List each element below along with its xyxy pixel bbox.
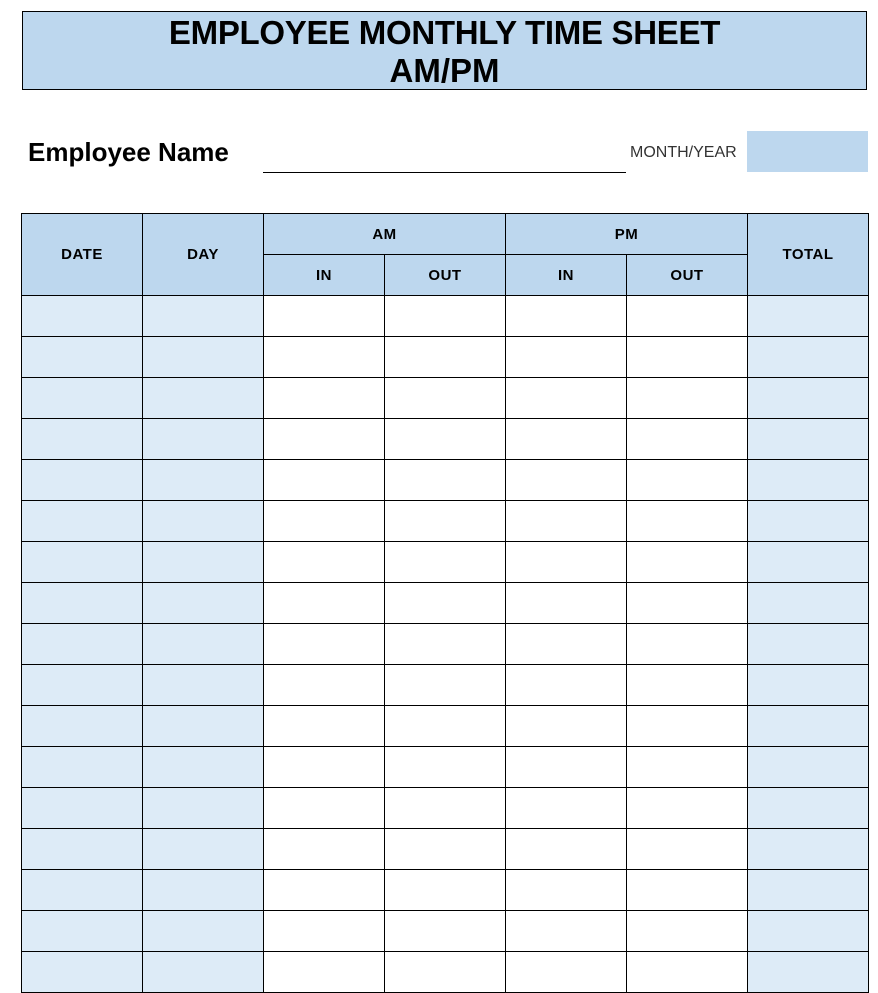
am-in-cell[interactable] (264, 665, 385, 706)
pm-in-cell[interactable] (506, 870, 627, 911)
day-cell[interactable] (143, 624, 264, 665)
header-total: TOTAL (748, 214, 869, 296)
pm-out-cell[interactable] (627, 706, 748, 747)
time-sheet-table (21, 213, 869, 993)
total-cell[interactable] (748, 501, 869, 542)
header-pm-out: OUT (627, 255, 748, 296)
am-in-cell[interactable] (264, 542, 385, 583)
am-in-cell[interactable] (264, 706, 385, 747)
table-row (22, 583, 869, 624)
total-cell[interactable] (748, 788, 869, 829)
employee-name-label: Employee Name (28, 137, 229, 167)
am-in-cell[interactable] (264, 296, 385, 337)
pm-out-cell[interactable] (627, 296, 748, 337)
day-cell[interactable] (143, 337, 264, 378)
pm-out-cell[interactable] (627, 665, 748, 706)
am-in-cell[interactable] (264, 911, 385, 952)
pm-out-cell[interactable] (627, 583, 748, 624)
total-cell[interactable] (748, 665, 869, 706)
pm-in-cell[interactable] (506, 665, 627, 706)
pm-in-cell[interactable] (506, 706, 627, 747)
date-cell[interactable] (22, 501, 143, 542)
am-out-cell[interactable] (385, 788, 506, 829)
total-cell[interactable] (748, 337, 869, 378)
total-cell[interactable] (748, 706, 869, 747)
table-row (22, 911, 869, 952)
am-in-cell[interactable] (264, 952, 385, 993)
pm-in-cell[interactable] (506, 296, 627, 337)
date-cell[interactable] (22, 337, 143, 378)
pm-out-cell[interactable] (627, 419, 748, 460)
pm-in-cell[interactable] (506, 747, 627, 788)
am-out-cell[interactable] (385, 747, 506, 788)
date-cell[interactable] (22, 952, 143, 993)
day-cell[interactable] (143, 419, 264, 460)
am-in-cell[interactable] (264, 460, 385, 501)
am-in-cell[interactable] (264, 870, 385, 911)
day-cell[interactable] (143, 747, 264, 788)
total-cell[interactable] (748, 542, 869, 583)
day-cell[interactable] (143, 952, 264, 993)
table-row (22, 829, 869, 870)
day-cell[interactable] (143, 911, 264, 952)
am-out-cell[interactable] (385, 665, 506, 706)
am-out-cell[interactable] (385, 911, 506, 952)
table-row (22, 747, 869, 788)
time-sheet-body (22, 296, 869, 993)
am-in-cell[interactable] (264, 829, 385, 870)
title-banner (22, 11, 867, 90)
am-in-cell[interactable] (264, 501, 385, 542)
header-pm-in: IN (506, 255, 627, 296)
total-cell[interactable] (748, 870, 869, 911)
pm-in-cell[interactable] (506, 378, 627, 419)
pm-out-cell[interactable] (627, 501, 748, 542)
pm-out-cell[interactable] (627, 829, 748, 870)
day-cell[interactable] (143, 460, 264, 501)
date-cell[interactable] (22, 542, 143, 583)
header-day: DAY (143, 214, 264, 296)
pm-out-cell[interactable] (627, 870, 748, 911)
am-out-cell[interactable] (385, 870, 506, 911)
day-cell[interactable] (143, 829, 264, 870)
pm-in-cell[interactable] (506, 952, 627, 993)
pm-in-cell[interactable] (506, 829, 627, 870)
table-row (22, 870, 869, 911)
total-cell[interactable] (748, 829, 869, 870)
day-cell[interactable] (143, 665, 264, 706)
table-row (22, 665, 869, 706)
month-year-field[interactable] (747, 131, 868, 172)
table-row (22, 337, 869, 378)
am-out-cell[interactable] (385, 419, 506, 460)
date-cell[interactable] (22, 829, 143, 870)
table-row (22, 788, 869, 829)
table-row (22, 296, 869, 337)
header-date: DATE (22, 214, 143, 296)
am-out-cell[interactable] (385, 337, 506, 378)
am-out-cell[interactable] (385, 624, 506, 665)
am-out-cell[interactable] (385, 952, 506, 993)
am-in-cell[interactable] (264, 378, 385, 419)
date-cell[interactable] (22, 911, 143, 952)
date-cell[interactable] (22, 460, 143, 501)
am-out-cell[interactable] (385, 706, 506, 747)
date-cell[interactable] (22, 624, 143, 665)
total-cell[interactable] (748, 296, 869, 337)
date-cell[interactable] (22, 665, 143, 706)
pm-in-cell[interactable] (506, 911, 627, 952)
table-row (22, 542, 869, 583)
day-cell[interactable] (143, 378, 264, 419)
pm-in-cell[interactable] (506, 624, 627, 665)
date-cell[interactable] (22, 788, 143, 829)
total-cell[interactable] (748, 419, 869, 460)
date-cell[interactable] (22, 706, 143, 747)
pm-in-cell[interactable] (506, 583, 627, 624)
total-cell[interactable] (748, 583, 869, 624)
total-cell[interactable] (748, 460, 869, 501)
table-row (22, 624, 869, 665)
date-cell[interactable] (22, 870, 143, 911)
day-cell[interactable] (143, 501, 264, 542)
am-out-cell[interactable] (385, 378, 506, 419)
pm-out-cell[interactable] (627, 337, 748, 378)
day-cell[interactable] (143, 706, 264, 747)
total-cell[interactable] (748, 378, 869, 419)
pm-out-cell[interactable] (627, 911, 748, 952)
header-am-out: OUT (385, 255, 506, 296)
am-out-cell[interactable] (385, 296, 506, 337)
pm-in-cell[interactable] (506, 419, 627, 460)
table-row (22, 419, 869, 460)
day-cell[interactable] (143, 542, 264, 583)
am-in-cell[interactable] (264, 624, 385, 665)
page-subtitle: AM/PM (389, 52, 500, 89)
total-cell[interactable] (748, 747, 869, 788)
date-cell[interactable] (22, 583, 143, 624)
total-cell[interactable] (748, 952, 869, 993)
total-cell[interactable] (748, 911, 869, 952)
pm-in-cell[interactable] (506, 460, 627, 501)
date-cell[interactable] (22, 378, 143, 419)
pm-out-cell[interactable] (627, 542, 748, 583)
day-cell[interactable] (143, 583, 264, 624)
pm-in-cell[interactable] (506, 788, 627, 829)
pm-out-cell[interactable] (627, 747, 748, 788)
am-in-cell[interactable] (264, 337, 385, 378)
table-row (22, 706, 869, 747)
am-out-cell[interactable] (385, 501, 506, 542)
pm-out-cell[interactable] (627, 460, 748, 501)
total-cell[interactable] (748, 624, 869, 665)
am-in-cell[interactable] (264, 419, 385, 460)
employee-name-field[interactable] (263, 172, 626, 173)
pm-in-cell[interactable] (506, 542, 627, 583)
date-cell[interactable] (22, 419, 143, 460)
header-am: AM (264, 214, 506, 255)
am-out-cell[interactable] (385, 460, 506, 501)
pm-out-cell[interactable] (627, 788, 748, 829)
header-pm: PM (506, 214, 748, 255)
day-cell[interactable] (143, 788, 264, 829)
pm-in-cell[interactable] (506, 501, 627, 542)
pm-out-cell[interactable] (627, 952, 748, 993)
table-row (22, 501, 869, 542)
date-cell[interactable] (22, 747, 143, 788)
am-out-cell[interactable] (385, 829, 506, 870)
am-out-cell[interactable] (385, 542, 506, 583)
am-out-cell[interactable] (385, 583, 506, 624)
month-year-label: MONTH/YEAR (630, 144, 737, 161)
day-cell[interactable] (143, 870, 264, 911)
pm-out-cell[interactable] (627, 624, 748, 665)
am-in-cell[interactable] (264, 583, 385, 624)
page-title: EMPLOYEE MONTHLY TIME SHEET (168, 14, 721, 51)
table-row (22, 378, 869, 419)
header-am-in: IN (264, 255, 385, 296)
date-cell[interactable] (22, 296, 143, 337)
table-row (22, 952, 869, 993)
day-cell[interactable] (143, 296, 264, 337)
pm-in-cell[interactable] (506, 337, 627, 378)
pm-out-cell[interactable] (627, 378, 748, 419)
am-in-cell[interactable] (264, 747, 385, 788)
am-in-cell[interactable] (264, 788, 385, 829)
table-row (22, 460, 869, 501)
